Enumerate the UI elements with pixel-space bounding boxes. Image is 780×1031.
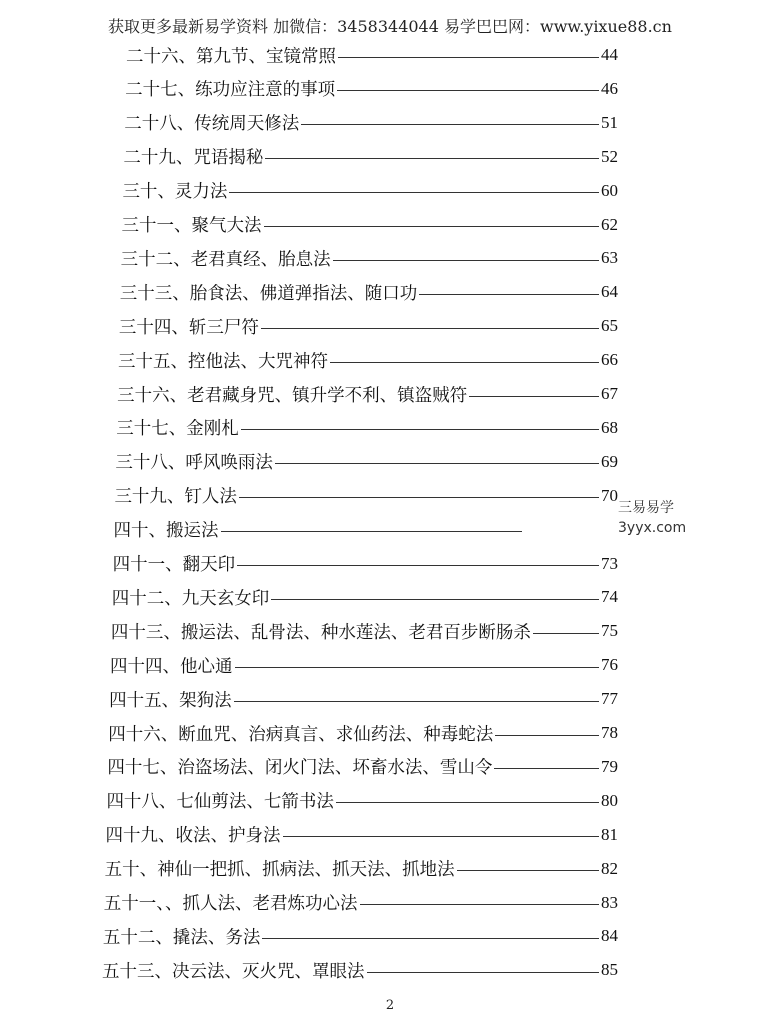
toc-entry-page: 82 [600, 858, 618, 878]
page-header: 获取更多最新易学资料 加微信：3458344044 易学巴巴网：www.yixue88.cn [108, 17, 672, 36]
toc-leader-line [239, 497, 599, 498]
toc-entry-page: 70 [600, 485, 618, 505]
toc-entry-page: 60 [600, 180, 618, 200]
toc-leader-line [271, 599, 599, 600]
watermark [618, 498, 686, 538]
toc-leader-line [330, 362, 599, 363]
toc-entry-title: 五十一、、抓人法、老君炼功心法 [103, 894, 358, 914]
toc-entry-title: 三十三、胎食法、佛道弹指法、随口功 [119, 283, 418, 304]
toc-entry-page: 66 [601, 350, 618, 370]
toc-entry-title: 五十二、撬法、务法 [102, 927, 261, 948]
toc-entry [109, 684, 618, 714]
toc-leader-line [533, 633, 599, 634]
toc-entry-title: 四十八、七仙剪法、七箭书法 [106, 792, 334, 813]
toc-leader-line [262, 938, 599, 939]
toc-entry-page: 80 [600, 790, 618, 810]
toc-entry [120, 277, 618, 307]
toc-entry-title: 五十三、决云法、灭火咒、罩眼法 [102, 961, 365, 982]
toc-entry [124, 108, 618, 138]
toc-entry-title: 四十七、治盗场法、闭火门法、坏畜水法、雪山令 [107, 758, 493, 779]
toc-entry-page: 46 [600, 78, 618, 98]
toc-entry-title: 二十七、练功应注意的事项 [125, 80, 336, 101]
toc-leader-line [336, 802, 599, 803]
toc-entry [119, 311, 618, 341]
toc-leader-line [265, 158, 599, 159]
toc-entry-page: 84 [600, 926, 618, 946]
toc-entry [103, 921, 618, 951]
toc-leader-line [275, 463, 599, 464]
toc-entry [118, 345, 618, 375]
toc-entry-title: 三十五、控他法、大咒神符 [118, 351, 328, 372]
toc-leader-line [469, 396, 599, 397]
toc-leader-line [360, 904, 599, 905]
toc-entry [104, 888, 618, 918]
toc-entry [112, 582, 618, 612]
toc-entry [115, 447, 618, 477]
toc-entry-page: 83 [600, 892, 618, 912]
toc-leader-line [264, 226, 599, 227]
toc-entry-title: 四十九、收法、护身法 [105, 826, 281, 847]
toc-entry-title: 四十三、搬运法、乱骨法、种水莲法、老君百步断肠杀 [110, 622, 531, 643]
toc-entry-page: 79 [600, 756, 618, 776]
toc-leader-line [338, 57, 599, 58]
toc-entry [123, 142, 618, 172]
toc-leader-line [283, 836, 599, 837]
toc-entry-title: 三十六、老君藏身咒、镇升学不利、镇盗贼符 [117, 385, 468, 406]
toc-entry-page: 62 [600, 214, 618, 234]
toc-entry-page: 74 [600, 587, 618, 607]
toc-entry-page: 69 [600, 451, 618, 471]
toc-entry-page: 52 [600, 146, 618, 166]
toc-entry [105, 854, 618, 884]
toc-entry [125, 74, 618, 104]
toc-entry [121, 243, 618, 273]
toc-entry-page: 81 [600, 824, 618, 844]
toc-entry [122, 210, 618, 240]
toc-leader-line [419, 294, 599, 295]
toc-entry-title: 三十七、金刚札 [116, 419, 239, 440]
toc-entry [116, 413, 618, 443]
toc-entry-page: 85 [601, 960, 618, 980]
toc-entry-page: 76 [601, 655, 618, 675]
toc-entry-title: 四十、搬运法 [113, 521, 219, 542]
toc-entry [126, 40, 618, 70]
toc-entry-title: 五十、神仙一把抓、抓病法、抓天法、抓地法 [104, 860, 455, 881]
toc-leader-line [333, 260, 599, 261]
toc-entry [106, 786, 618, 816]
toc-entry-page: 51 [600, 112, 618, 132]
toc-entry-page: 44 [601, 45, 618, 64]
toc-entry-title: 四十六、断血咒、治病真言、求仙药法、种毒蛇法 [108, 724, 494, 745]
toc-entry-title: 三十、灵力法 [122, 182, 228, 203]
toc-leader-line [495, 735, 599, 736]
toc-entry [106, 820, 618, 850]
toc-entry-page: 67 [600, 384, 618, 403]
toc-leader-line [337, 90, 599, 91]
toc-entry [102, 955, 618, 985]
toc-entry [110, 650, 618, 680]
toc-entry [122, 176, 618, 206]
toc-entry-title: 三十一、聚气大法 [121, 216, 262, 236]
toc-entry-page: 68 [600, 417, 618, 437]
toc-entry-page: 75 [600, 621, 618, 641]
toc-entry [107, 752, 618, 782]
toc-leader-line [367, 972, 600, 973]
toc-leader-line [237, 565, 599, 566]
toc-leader-line [261, 328, 599, 329]
toc-leader-line [235, 667, 600, 668]
toc-entry-title: 四十一、翻天印 [112, 555, 236, 575]
toc-entry [108, 718, 618, 748]
toc-entry [114, 481, 618, 511]
toc-entry-title: 三十二、老君真经、胎息法 [120, 249, 331, 270]
toc-entry-title: 二十八、传统周天修法 [124, 114, 300, 135]
toc-leader-line [229, 192, 599, 193]
toc-leader-line [494, 768, 599, 769]
toc-entry-page: 73 [600, 553, 618, 573]
toc-entry-page: 64 [600, 282, 618, 302]
toc-entry-page: 65 [600, 316, 618, 336]
toc-entry [114, 515, 524, 545]
toc-entry-page: 78 [600, 723, 618, 742]
toc-leader-line [221, 531, 522, 532]
toc-entry-title: 二十九、咒语揭秘 [123, 148, 264, 169]
toc-entry [111, 616, 618, 646]
page-number: 2 [385, 998, 395, 1013]
toc-entry-title: 四十二、九天玄女印 [111, 588, 270, 609]
toc-entry-title: 三十四、斩三尸符 [118, 317, 259, 338]
toc-entry [117, 379, 618, 409]
toc-leader-line [301, 124, 599, 125]
toc-entry-title: 三十九、钉人法 [114, 487, 237, 508]
toc-entry-title: 三十八、呼风唤雨法 [115, 453, 273, 474]
toc-leader-line [241, 429, 599, 430]
watermark-url: 3yyx.com [618, 520, 687, 536]
toc-entry-title: 四十四、他心通 [110, 656, 233, 677]
toc-leader-line [234, 701, 599, 702]
toc-entry-page: 63 [600, 248, 618, 268]
watermark-title: 三易易学 [618, 500, 674, 516]
toc-entry-page: 77 [600, 689, 618, 709]
toc-entry [113, 549, 618, 579]
toc-entry-title: 二十六、第九节、宝镜常照 [126, 46, 336, 67]
toc-leader-line [457, 870, 599, 871]
toc-entry-title: 四十五、架狗法 [109, 690, 232, 711]
